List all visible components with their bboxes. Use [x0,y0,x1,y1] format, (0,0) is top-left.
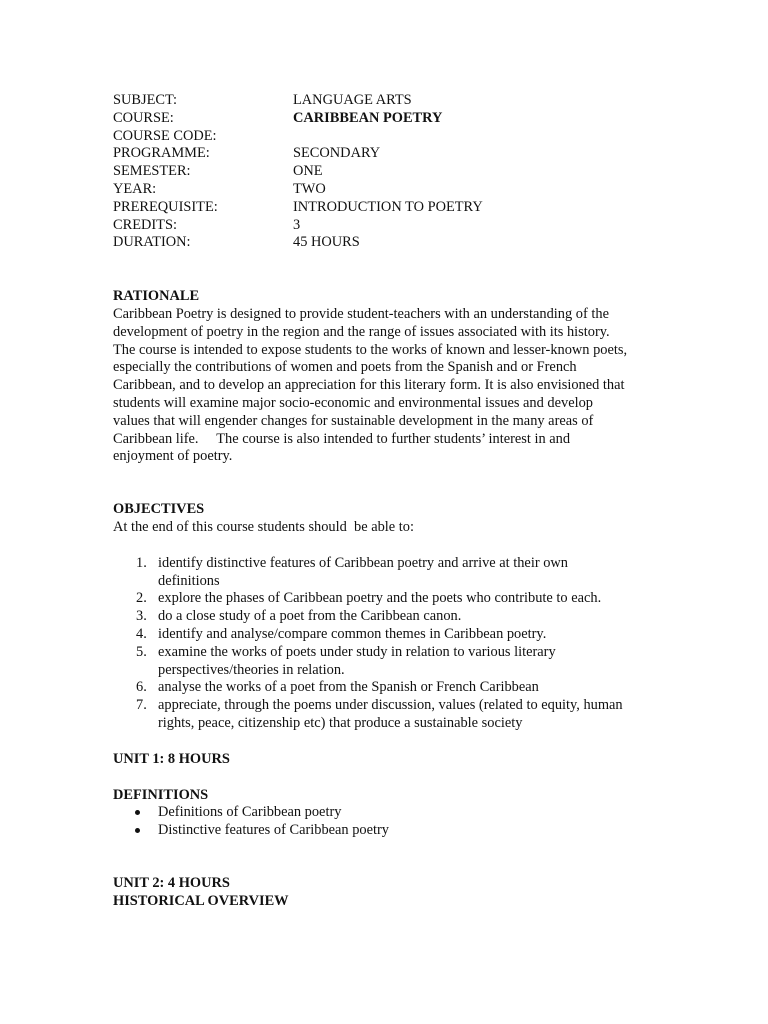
objective-text: identify distinctive features of Caribbean poetry and arrive at their own [158,554,568,571]
objective-item [113,644,653,680]
meta-label: COURSE: [113,109,174,126]
rationale-line: The course is intended to expose students to the works of known and lesser-known poets, [113,341,628,358]
meta-value: ONE [293,163,323,180]
unit-1-bullets [113,804,653,840]
objective-item [113,626,653,644]
bullet-text: Distinctive features of Caribbean poetry [158,822,389,839]
objective-text: perspectives/theories in relation. [158,661,345,678]
objectives-list [113,555,653,733]
objectives-intro: At the end of this course students should be able to: [113,518,414,535]
meta-label: SUBJECT: [113,92,178,108]
rationale-line: Caribbean life. The course is also intended to further students’ interest in and [113,430,571,447]
meta-value: LANGUAGE ARTS [293,92,412,108]
meta-row-subject [113,92,653,110]
unit-2-section [113,875,653,911]
rationale-heading: RATIONALE [113,288,200,305]
meta-label: PREREQUISITE: [113,198,218,215]
course-meta [113,92,653,252]
objective-text: definitions [158,572,220,589]
objectives-heading: OBJECTIVES [113,501,205,518]
rationale-line: especially the contributions of women and poets from the Spanish and or French [113,359,577,376]
meta-label: SEMESTER: [113,163,191,180]
bullet-item [113,804,653,822]
meta-value: TWO [293,180,326,197]
rationale-line: students will examine major socio-economic and environmental issues and develop [113,394,593,411]
objective-number: 1. [136,554,147,571]
rationale-paragraph [113,306,653,466]
objective-number: 6. [136,679,147,696]
objective-item [113,679,653,697]
bullet-item [113,822,653,840]
rationale-section [113,288,653,466]
rationale-line: enjoyment of poetry. [113,448,233,465]
bullet-icon [113,822,158,840]
meta-label: DURATION: [113,234,191,251]
meta-row-semester [113,163,653,181]
objective-item [113,555,653,591]
meta-value: SECONDARY [293,145,381,162]
document-page [113,92,653,910]
meta-row-duration [113,234,653,252]
bullet-text: Definitions of Caribbean poetry [158,804,342,821]
unit-1-section [113,751,653,840]
objective-number: 2. [136,590,147,607]
meta-label: CREDITS: [113,216,177,233]
objectives-section [113,501,653,733]
objective-number: 5. [136,643,147,660]
meta-value: CARIBBEAN POETRY [293,109,443,126]
unit-1-subheading: DEFINITIONS [113,786,209,803]
meta-label: PROGRAMME: [113,145,210,162]
meta-value: INTRODUCTION TO POETRY [293,198,483,215]
meta-value: 3 [293,216,301,233]
objective-text: identify and analyse/compare common themes in Caribbean poetry. [158,625,547,642]
bullet-icon [113,804,158,822]
unit-1-heading: UNIT 1: 8 HOURS [113,750,230,767]
objective-number: 7. [136,697,147,714]
meta-row-course-code [113,128,653,146]
meta-label: COURSE CODE: [113,127,217,144]
unit-2-heading: UNIT 2: 4 HOURS [113,874,230,891]
objective-text: appreciate, through the poems under discussion, values (related to equity, human [158,697,623,714]
objective-number: 4. [136,625,147,642]
meta-label: YEAR: [113,180,157,197]
meta-row-year [113,181,653,199]
meta-value: 45 HOURS [293,234,360,251]
unit-2-subheading: HISTORICAL OVERVIEW [113,892,289,909]
meta-row-course [113,110,653,128]
objective-text: examine the works of poets under study in relation to various literary [158,643,556,660]
meta-row-programme [113,145,653,163]
rationale-line: development of poetry in the region and the range of issues associated with its history. [113,323,610,340]
rationale-line: values that will engender changes for sustainable development in the many areas of [113,412,594,429]
objective-item [113,590,653,608]
meta-row-prerequisite [113,199,653,217]
objective-text: explore the phases of Caribbean poetry and the poets who contribute to each. [158,590,602,607]
objective-item [113,608,653,626]
objective-text: rights, peace, citizenship etc) that produce a sustainable society [158,714,523,731]
rationale-line: Caribbean, and to develop an appreciation for this literary form. It is also envisioned that [113,377,625,394]
rationale-line: Caribbean Poetry is designed to provide student-teachers with an understanding of the [113,305,609,322]
objective-text: do a close study of a poet from the Caribbean canon. [158,608,462,625]
meta-row-credits [113,217,653,235]
objective-number: 3. [136,608,147,625]
objective-text: analyse the works of a poet from the Spanish or French Caribbean [158,679,539,696]
objective-item [113,697,653,733]
